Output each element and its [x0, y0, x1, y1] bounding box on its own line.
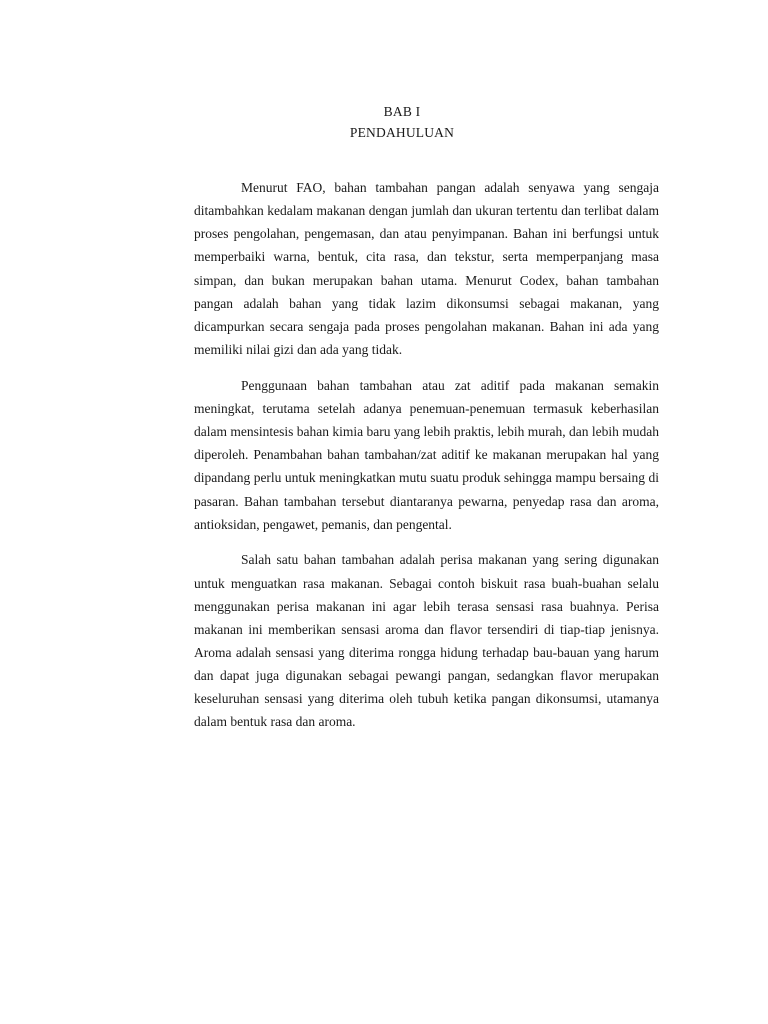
paragraph-1: Menurut FAO, bahan tambahan pangan adalah senyawa yang sengaja ditambahkan kedalam makanan dengan jumlah dan ukuran tertentu dan terlibat dalam proses pengolahan, pengemasan, dan atau penyimpanan. Bahan ini berfungsi untuk memperbaiki warna, bentuk, cita rasa, dan tekstur, serta memperpanjang masa simpan, dan bukan merupakan bahan utama. Menurut Codex, bahan tambahan pangan adalah bahan yang tidak lazim dikonsumsi sebagai makanan, yang dicampurkan secara sengaja pada proses pengolahan makanan. Bahan ini ada yang memiliki nilai gizi dan ada yang tidak. — [194, 180, 659, 358]
paragraph-3: Salah satu bahan tambahan adalah perisa makanan yang sering digunakan untuk menguatkan rasa makanan. Sebagai contoh biskuit rasa buah-buahan selalu menggunakan perisa makanan ini agar lebih terasa sensasi rasa buahnya. Perisa makanan ini memberikan sensasi aroma dan flavor tersendiri di tiap-tiap jenisnya. Aroma adalah sensasi yang diterima rongga hidung terhadap bau-bauan yang harum dan dapat juga digunakan sebagai pewangi pangan, sedangkan flavor merupakan keseluruhan sensasi yang diterima oleh tubuh ketika pangan dikonsumsi, utamanya dalam bentuk rasa dan aroma. — [194, 552, 659, 730]
body-text — [194, 176, 659, 734]
chapter-number: BAB I — [383, 104, 421, 119]
chapter-title: PENDAHULUAN — [349, 125, 455, 140]
paragraph-2: Penggunaan bahan tambahan atau zat aditif pada makanan semakin meningkat, terutama setelah adanya penemuan-penemuan termasuk keberhasilan dalam mensintesis bahan kimia baru yang lebih praktis, lebih murah, dan lebih mudah diperoleh. Penambahan bahan tambahan/zat aditif ke makanan merupakan hal yang dipandang perlu untuk meningkatkan mutu suatu produk sehingga mampu bersaing di pasaran. Bahan tambahan tersebut diantaranya pewarna, penyedap rasa dan aroma, antioksidan, pengawet, pemanis, dan pengental. — [194, 377, 659, 532]
